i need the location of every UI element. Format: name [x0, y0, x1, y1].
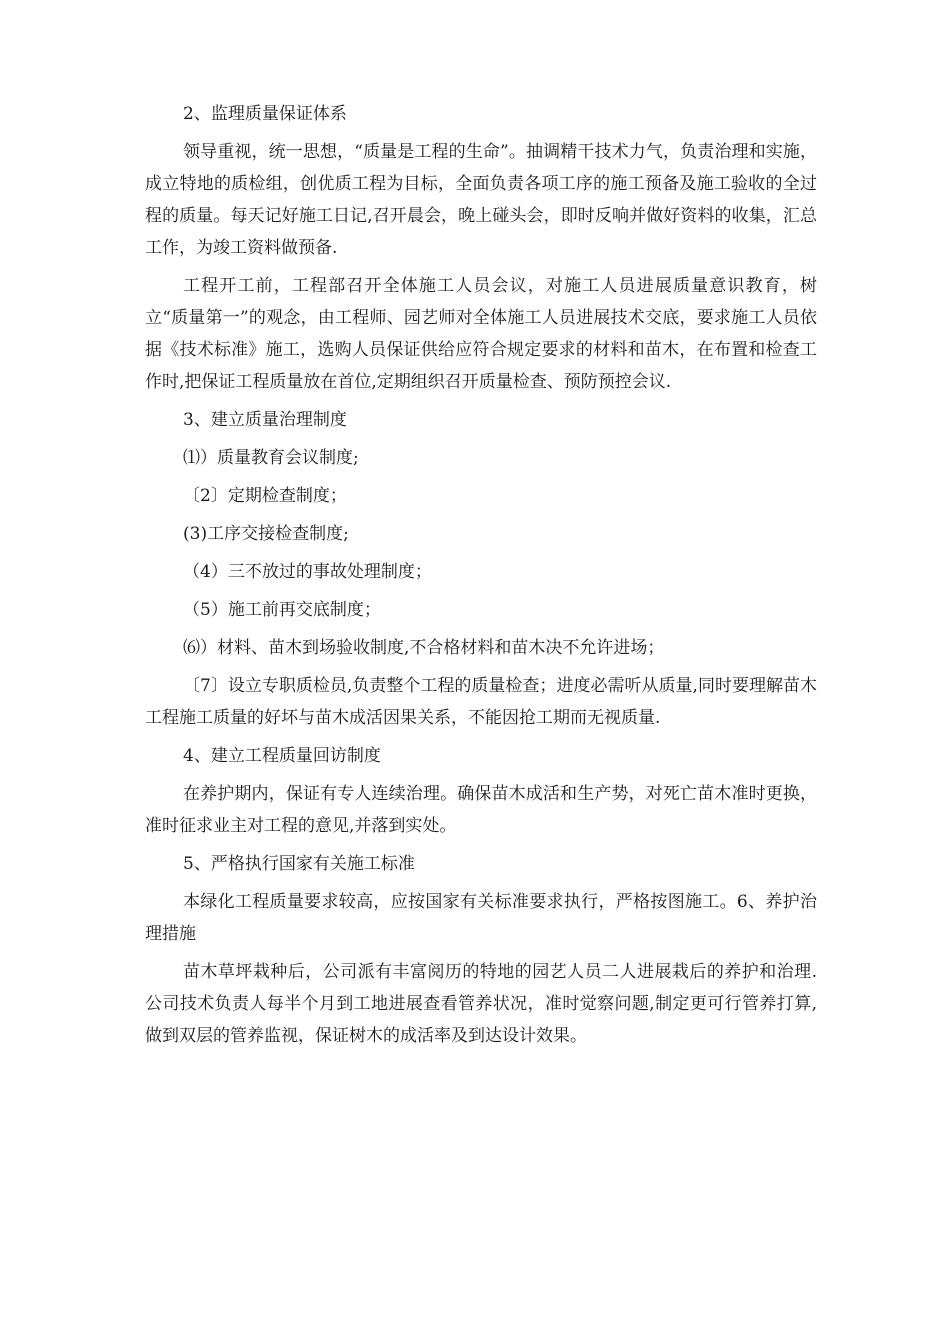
section-heading-revisit-system: 4、建立工程质量回访制度	[183, 746, 381, 766]
list-item-3: (3)工序交接检查制度;	[183, 524, 349, 544]
list-item-5: （5）施工前再交底制度；	[183, 600, 381, 620]
paragraph-greening-quality: 本绿化工程质量要求较高，应按国家有关标准要求执行，严格按图施工。6、养护治理措施	[145, 892, 817, 944]
list-item-1: ⑴）质量教育会议制度;	[183, 448, 359, 468]
section-heading-quality-management: 3、建立质量治理制度	[183, 410, 347, 430]
paragraph-project-start: 工程开工前，工程部召开全体施工人员会议，对施工人员进展质量意识教育，树立“质量第一”的观念，由工程师、园艺师对全体施工人员进展技术交底，要求施工人员依据《技术标准》施工，选购人员保证供给应符合规定要求的材料和苗木，在布置和检查工作时,把保证工程质量放在首位,定期组织召开质量检查、预防预控会议.	[145, 276, 817, 392]
section-heading-supervision-system: 2、监理质量保证体系	[183, 104, 347, 124]
document-body	[145, 98, 817, 1058]
list-item-2: 〔2〕定期检查制度；	[183, 486, 347, 506]
list-item-4: （4）三不放过的事故处理制度；	[183, 562, 432, 582]
paragraph-maintenance-measures: 苗木草坪栽种后，公司派有丰富阅历的特地的园艺人员二人进展栽后的养护和治理.公司技术负责人每半个月到工地进展查看管养状况，准时觉察问题,制定更可行管养打算,做到双层的管养监视，保证树木的成活率及到达设计效果。	[145, 962, 817, 1046]
list-item-7: 〔7〕设立专职质检员,负责整个工程的质量检查；进度必需听从质量,同时要理解苗木工程施工质量的好坏与苗木成活因果关系，不能因抢工期而无视质量.	[145, 676, 817, 728]
paragraph-leadership: 领导重视，统一思想，“质量是工程的生命”。抽调精干技术力气，负责治理和实施，成立特地的质检组，创优质工程为目标，全面负责各项工序的施工预备及施工验收的全过程的质量。每天记好施工日记,召开晨会，晚上碰头会，即时反响并做好资料的收集，汇总工作，为竣工资料做预备.	[145, 142, 817, 258]
paragraph-maintenance-period: 在养护期内，保证有专人连续治理。确保苗木成活和生产势，对死亡苗木准时更换，准时征求业主对工程的意见,并落到实处。	[145, 784, 817, 836]
list-item-6: ⑹）材料、苗木到场验收制度,不合格材料和苗木决不允许进场；	[183, 638, 665, 658]
section-heading-national-standards: 5、严格执行国家有关施工标准	[183, 854, 415, 874]
